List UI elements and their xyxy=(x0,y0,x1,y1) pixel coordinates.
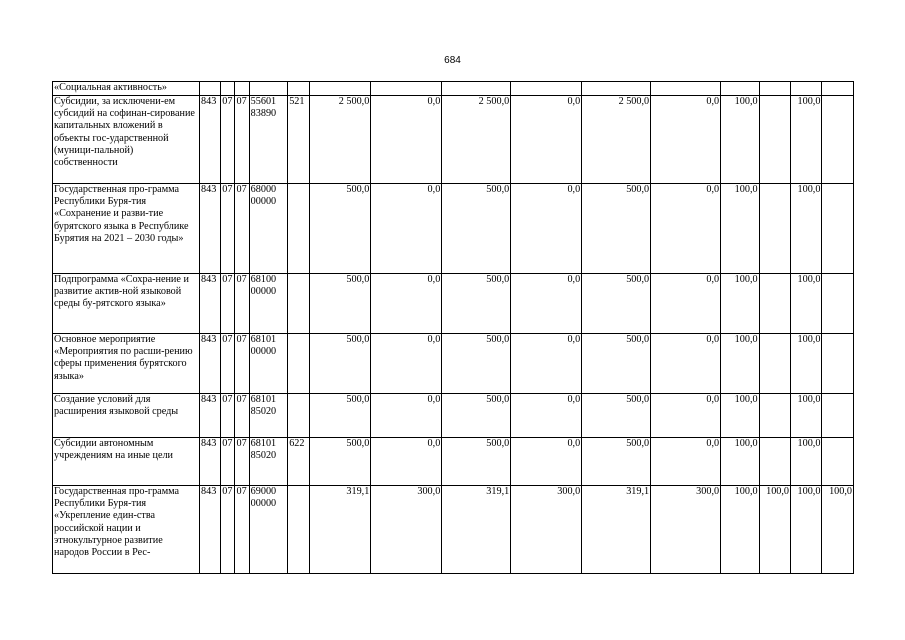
row-section: 07 xyxy=(221,334,235,394)
row-expense-type xyxy=(288,184,310,274)
row-percent-4 xyxy=(822,274,854,334)
row-percent-3: 100,0 xyxy=(791,394,822,438)
row-section: 07 xyxy=(221,486,235,574)
row-name: Государственная про-грамма Республики Буря-тия «Укрепление един-ства российской нации и этнокультурное развитие народов России в Рес- xyxy=(53,486,200,574)
row-subsection: 07 xyxy=(235,184,249,274)
row-expense-type xyxy=(288,274,310,334)
row-grbs: 843 xyxy=(200,334,221,394)
table-row xyxy=(53,394,854,438)
row-value-1: 500,0 xyxy=(310,184,371,274)
row-value-3: 319,1 xyxy=(442,486,511,574)
row-value-4: 0,0 xyxy=(511,334,582,394)
row-percent-4 xyxy=(822,184,854,274)
row-value-5: 319,1 xyxy=(582,486,651,574)
row-section xyxy=(221,82,235,96)
row-percent-4 xyxy=(822,438,854,486)
row-target-code: 55601 83890 xyxy=(249,96,288,184)
row-name: Создание условий для расширения языковой среды xyxy=(53,394,200,438)
table-row xyxy=(53,96,854,184)
row-expense-type xyxy=(288,394,310,438)
row-value-6: 0,0 xyxy=(651,184,721,274)
row-section: 07 xyxy=(221,274,235,334)
row-percent-1: 100,0 xyxy=(721,184,760,274)
row-value-6: 0,0 xyxy=(651,96,721,184)
row-percent-2 xyxy=(759,394,790,438)
row-value-3 xyxy=(442,82,511,96)
row-value-6: 300,0 xyxy=(651,486,721,574)
budget-table xyxy=(52,81,854,574)
row-target-code: 69000 00000 xyxy=(249,486,288,574)
row-percent-3: 100,0 xyxy=(791,438,822,486)
row-section: 07 xyxy=(221,394,235,438)
row-percent-1: 100,0 xyxy=(721,438,760,486)
row-name: Подпрограмма «Сохра-нение и развитие актив-ной языковой среды бу-рятского языка» xyxy=(53,274,200,334)
table-row xyxy=(53,184,854,274)
row-value-4: 300,0 xyxy=(511,486,582,574)
row-grbs: 843 xyxy=(200,96,221,184)
table-body xyxy=(53,82,854,574)
row-grbs xyxy=(200,82,221,96)
row-percent-3 xyxy=(791,82,822,96)
row-name: Государственная про-грамма Республики Буря-тия «Сохранение и разви-тие бурятского языка в Республике Бурятия на 2021 – 2030 годы» xyxy=(53,184,200,274)
row-value-5 xyxy=(582,82,651,96)
row-expense-type xyxy=(288,334,310,394)
row-target-code: 68000 00000 xyxy=(249,184,288,274)
row-value-5: 500,0 xyxy=(582,334,651,394)
row-grbs: 843 xyxy=(200,274,221,334)
row-value-2: 0,0 xyxy=(371,334,442,394)
row-value-3: 500,0 xyxy=(442,334,511,394)
row-subsection: 07 xyxy=(235,394,249,438)
row-value-1: 500,0 xyxy=(310,334,371,394)
row-percent-1 xyxy=(721,82,760,96)
row-percent-3: 100,0 xyxy=(791,96,822,184)
row-value-3: 2 500,0 xyxy=(442,96,511,184)
row-grbs: 843 xyxy=(200,184,221,274)
row-value-5: 500,0 xyxy=(582,274,651,334)
row-percent-4: 100,0 xyxy=(822,486,854,574)
row-percent-4 xyxy=(822,82,854,96)
row-grbs: 843 xyxy=(200,394,221,438)
row-expense-type: 521 xyxy=(288,96,310,184)
row-percent-4 xyxy=(822,334,854,394)
row-section: 07 xyxy=(221,96,235,184)
row-value-2: 300,0 xyxy=(371,486,442,574)
row-percent-2 xyxy=(759,274,790,334)
row-percent-2: 100,0 xyxy=(759,486,790,574)
row-value-2: 0,0 xyxy=(371,96,442,184)
page-number: 684 xyxy=(444,55,461,66)
row-value-6: 0,0 xyxy=(651,274,721,334)
row-value-3: 500,0 xyxy=(442,438,511,486)
row-target-code: 68100 00000 xyxy=(249,274,288,334)
row-grbs: 843 xyxy=(200,438,221,486)
row-expense-type: 622 xyxy=(288,438,310,486)
row-value-4: 0,0 xyxy=(511,438,582,486)
row-percent-1: 100,0 xyxy=(721,486,760,574)
row-percent-4 xyxy=(822,96,854,184)
row-percent-1: 100,0 xyxy=(721,394,760,438)
row-grbs: 843 xyxy=(200,486,221,574)
row-value-6: 0,0 xyxy=(651,334,721,394)
row-value-5: 2 500,0 xyxy=(582,96,651,184)
row-value-3: 500,0 xyxy=(442,394,511,438)
row-percent-3: 100,0 xyxy=(791,486,822,574)
row-value-1: 500,0 xyxy=(310,438,371,486)
row-name: «Социальная активность» xyxy=(53,82,200,96)
row-value-2: 0,0 xyxy=(371,394,442,438)
table-row xyxy=(53,486,854,574)
row-subsection: 07 xyxy=(235,334,249,394)
row-percent-2 xyxy=(759,96,790,184)
row-subsection: 07 xyxy=(235,274,249,334)
row-value-2 xyxy=(371,82,442,96)
row-value-1 xyxy=(310,82,371,96)
row-percent-3: 100,0 xyxy=(791,274,822,334)
row-percent-3: 100,0 xyxy=(791,184,822,274)
row-value-5: 500,0 xyxy=(582,438,651,486)
row-percent-2 xyxy=(759,334,790,394)
row-target-code: 68101 85020 xyxy=(249,438,288,486)
row-value-3: 500,0 xyxy=(442,274,511,334)
row-value-1: 319,1 xyxy=(310,486,371,574)
row-expense-type xyxy=(288,486,310,574)
row-section: 07 xyxy=(221,184,235,274)
table-row xyxy=(53,334,854,394)
row-target-code: 68101 00000 xyxy=(249,334,288,394)
row-percent-1: 100,0 xyxy=(721,334,760,394)
row-value-4: 0,0 xyxy=(511,184,582,274)
row-value-6: 0,0 xyxy=(651,394,721,438)
row-subsection: 07 xyxy=(235,96,249,184)
row-percent-4 xyxy=(822,394,854,438)
row-value-6: 0,0 xyxy=(651,438,721,486)
row-value-2: 0,0 xyxy=(371,274,442,334)
row-subsection xyxy=(235,82,249,96)
row-percent-2 xyxy=(759,82,790,96)
row-section: 07 xyxy=(221,438,235,486)
row-value-2: 0,0 xyxy=(371,184,442,274)
row-name: Субсидии автономным учреждениям на иные цели xyxy=(53,438,200,486)
row-value-2: 0,0 xyxy=(371,438,442,486)
row-value-5: 500,0 xyxy=(582,394,651,438)
table-row xyxy=(53,82,854,96)
row-value-1: 500,0 xyxy=(310,394,371,438)
row-subsection: 07 xyxy=(235,438,249,486)
row-percent-1: 100,0 xyxy=(721,96,760,184)
table-row xyxy=(53,274,854,334)
row-percent-2 xyxy=(759,184,790,274)
row-name: Основное мероприятие «Мероприятия по расши-рению сферы применения бурятского языка» xyxy=(53,334,200,394)
row-target-code: 68101 85020 xyxy=(249,394,288,438)
table-row xyxy=(53,438,854,486)
row-value-4 xyxy=(511,82,582,96)
row-expense-type xyxy=(288,82,310,96)
row-percent-3: 100,0 xyxy=(791,334,822,394)
row-value-1: 500,0 xyxy=(310,274,371,334)
row-name: Субсидии, за исключени-ем субсидий на софинан-сирование капитальных вложений в объекты гос-ударственной (муници-пальной) собственности xyxy=(53,96,200,184)
row-value-6 xyxy=(651,82,721,96)
row-value-4: 0,0 xyxy=(511,394,582,438)
row-percent-1: 100,0 xyxy=(721,274,760,334)
row-target-code xyxy=(249,82,288,96)
row-value-3: 500,0 xyxy=(442,184,511,274)
row-subsection: 07 xyxy=(235,486,249,574)
row-value-4: 0,0 xyxy=(511,274,582,334)
row-value-5: 500,0 xyxy=(582,184,651,274)
row-value-1: 2 500,0 xyxy=(310,96,371,184)
row-value-4: 0,0 xyxy=(511,96,582,184)
row-percent-2 xyxy=(759,438,790,486)
